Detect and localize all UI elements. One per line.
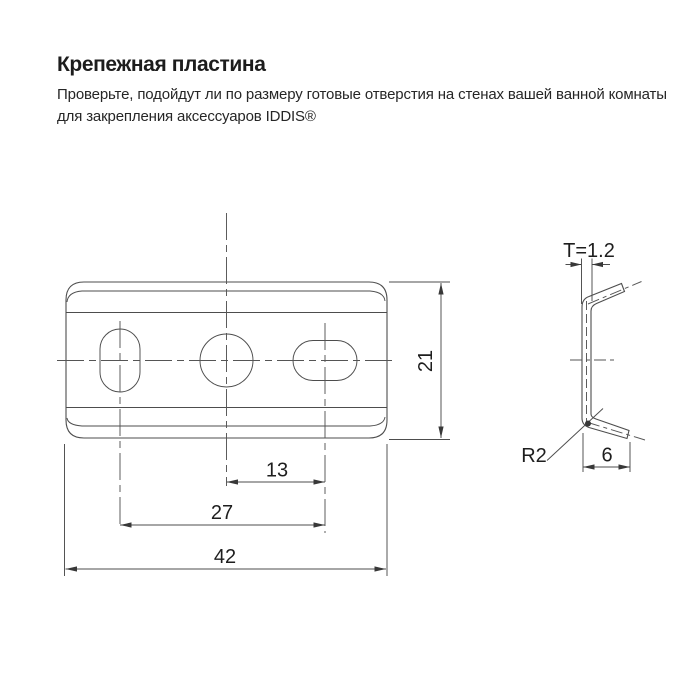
dim-42-label: 42 xyxy=(213,546,237,568)
arrowhead-right-icon xyxy=(375,566,387,571)
dim-27-label: 27 xyxy=(210,502,234,524)
dimension-thickness xyxy=(563,240,615,304)
plate-rolled-edge-lines xyxy=(67,291,385,426)
flange-centerline-top xyxy=(588,282,642,305)
dim-13-label: 13 xyxy=(265,459,289,482)
description-line-2: для закрепления аксессуаров IDDIS® xyxy=(57,107,316,125)
side-view xyxy=(521,240,645,472)
arrowhead-right-icon xyxy=(314,479,326,484)
radius-callout xyxy=(521,409,603,468)
arrowhead-left-icon xyxy=(592,262,603,267)
page-title: Крепежная пластина xyxy=(57,53,266,76)
arrowhead-left-icon xyxy=(227,479,239,484)
front-view xyxy=(57,213,450,576)
dimension-hole-spacing-27 xyxy=(120,502,325,528)
radius-point-dot xyxy=(585,421,591,427)
dim-thickness-label: T=1.2 xyxy=(563,240,615,262)
arrowhead-right-icon xyxy=(571,262,582,267)
arrowhead-right-icon xyxy=(619,464,631,469)
description-line-1: Проверьте, подойдут ли по размеру готовые отверстия на стенах вашей ванной комнаты xyxy=(57,86,667,103)
dim-depth-label: 6 xyxy=(601,444,613,467)
arrowhead-right-icon xyxy=(314,522,326,527)
arrowhead-left-icon xyxy=(66,566,78,571)
arrowhead-down-icon xyxy=(438,427,443,439)
arrowhead-left-icon xyxy=(120,522,132,527)
dimension-height xyxy=(389,282,450,440)
radius-leader-line xyxy=(547,409,603,461)
dim-radius-label: R2 xyxy=(521,445,547,467)
dimension-hole-spacing-13 xyxy=(227,460,326,485)
profile-outline xyxy=(582,284,629,439)
dimension-flange-depth xyxy=(583,433,630,472)
arrowhead-left-icon xyxy=(583,464,595,469)
flange-centerline-bottom xyxy=(588,423,645,441)
arrowhead-up-icon xyxy=(438,283,443,295)
dim-height-label: 21 xyxy=(415,349,437,373)
